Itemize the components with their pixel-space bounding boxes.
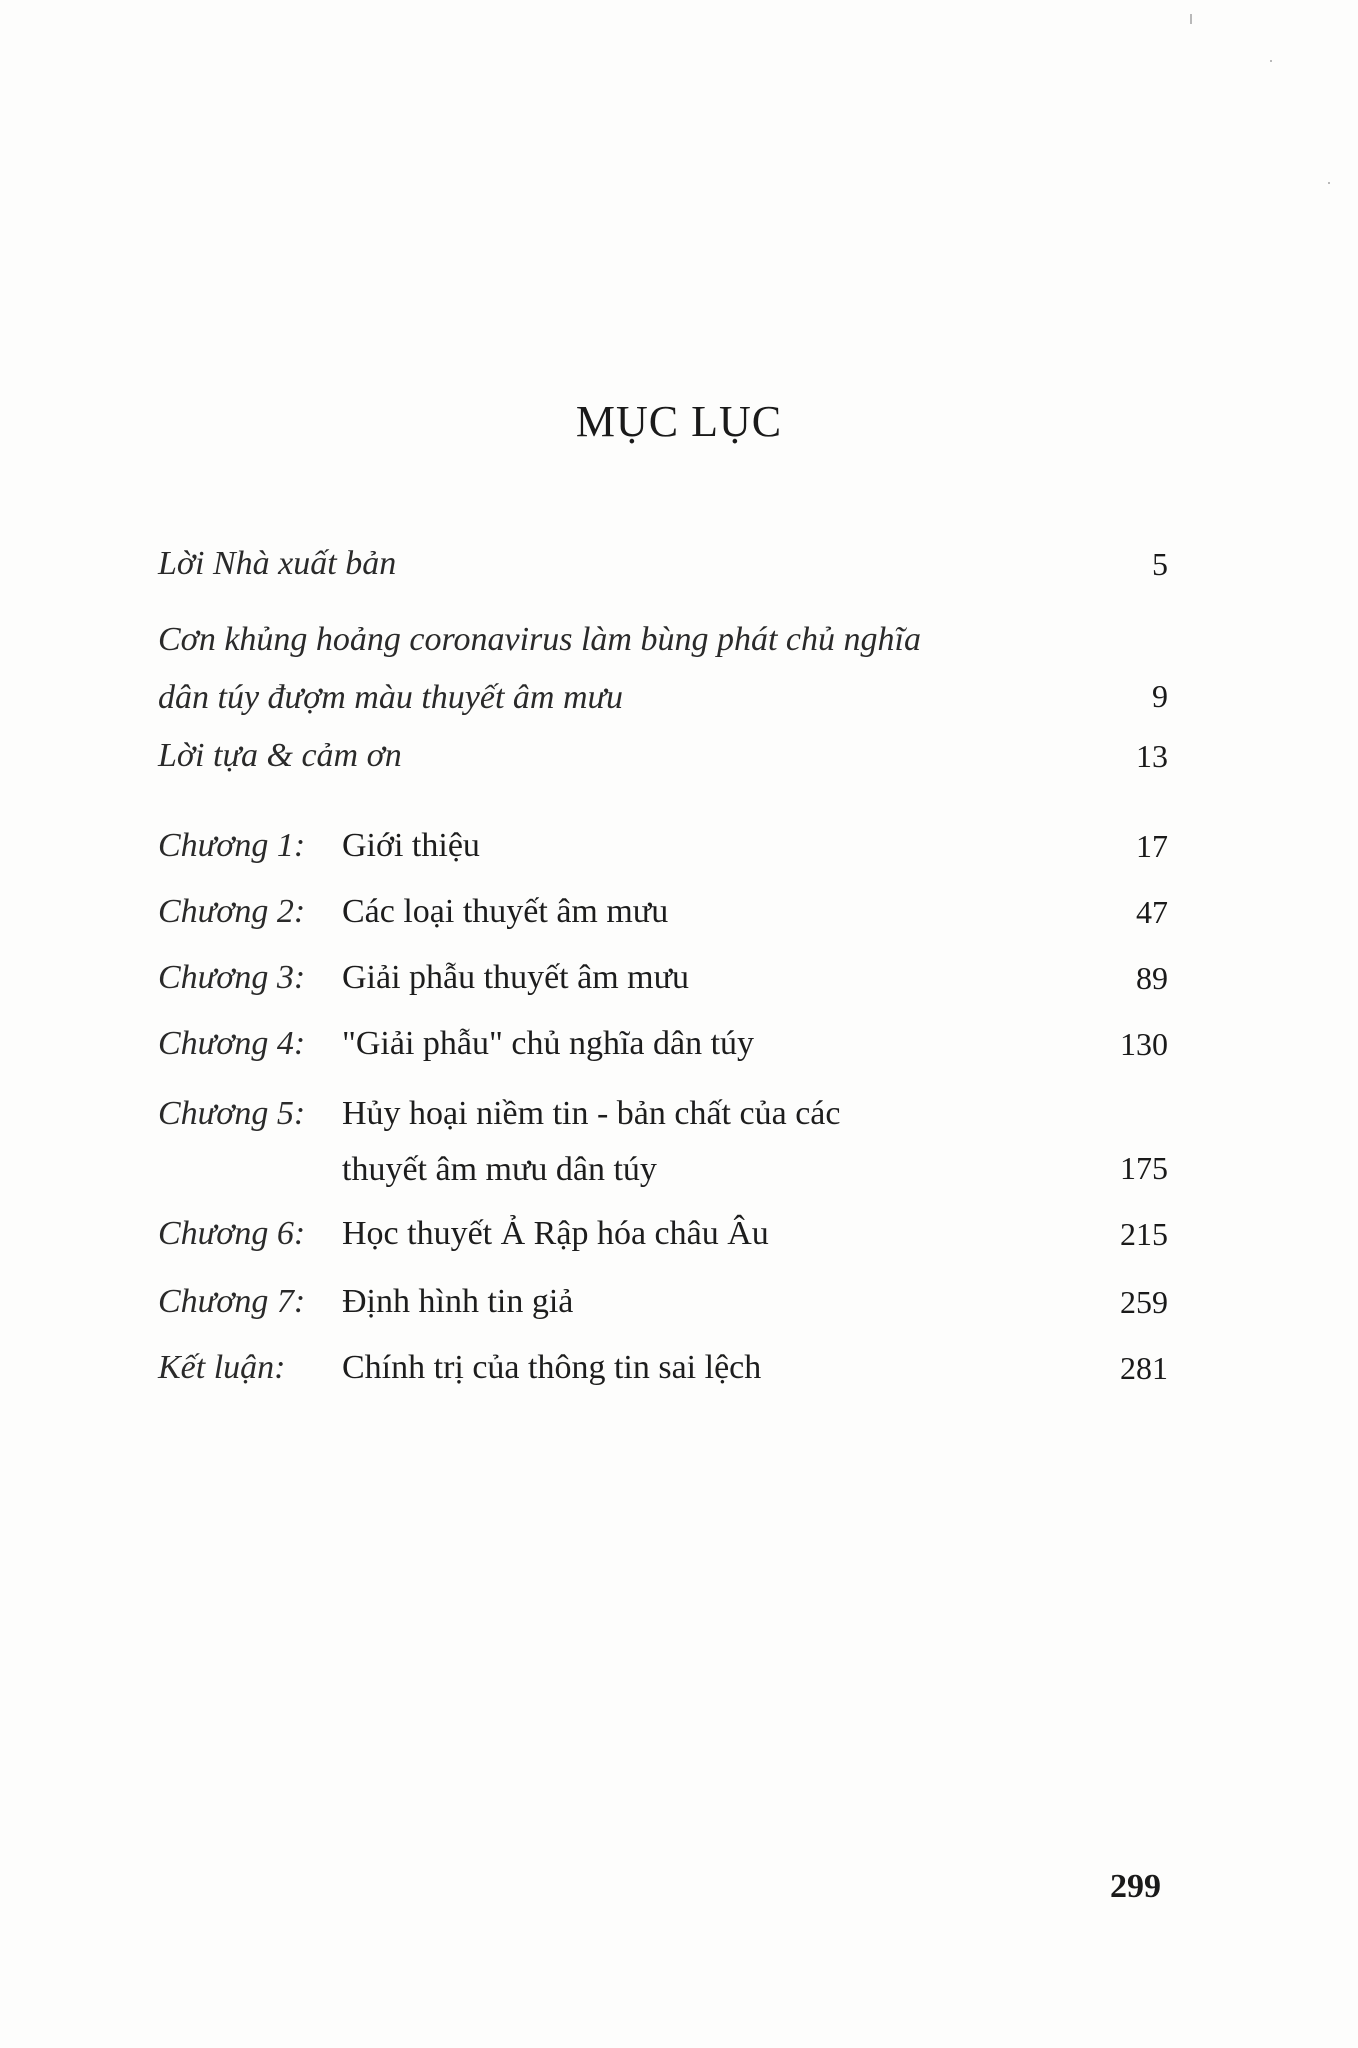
toc-entry-page: 215	[1120, 1216, 1168, 1252]
toc-entry-label: Chương 4:	[158, 1025, 306, 1062]
toc-entry-title: Định hình tin giả	[342, 1283, 574, 1320]
toc-entry-page: 5	[1152, 546, 1168, 582]
toc-entry-label: Chương 1:	[158, 827, 306, 864]
page-title: MỤC LỤC	[575, 397, 783, 446]
toc-entry-label: Kết luận:	[158, 1349, 286, 1386]
toc-entry-title: Cơn khủng hoảng coronavirus làm bùng phát chủ nghĩa	[158, 621, 921, 658]
toc-entry-title: Học thuyết Ả Rập hóa châu Âu	[342, 1215, 769, 1252]
toc-entry-title: Giải phẫu thuyết âm mưu	[342, 959, 690, 996]
toc-entry-title: Chính trị của thông tin sai lệch	[342, 1349, 762, 1386]
toc-entry-label: Chương 6:	[158, 1215, 306, 1252]
toc-entry-label: Chương 3:	[158, 959, 306, 996]
toc-entry-title-continued: dân túy đượm màu thuyết âm mưu	[158, 679, 624, 716]
page-number: 299	[1110, 1868, 1161, 1905]
scan-speck	[1328, 182, 1330, 184]
toc-entry-title: "Giải phẫu" chủ nghĩa dân túy	[342, 1025, 755, 1062]
toc-entry-page: 13	[1136, 738, 1168, 774]
toc-entry-title: Hủy hoại niềm tin - bản chất của các	[342, 1095, 841, 1132]
toc-entry-page: 259	[1120, 1284, 1168, 1320]
toc-entry-label: Chương 7:	[158, 1283, 306, 1320]
toc-entry-page: 9	[1152, 678, 1168, 714]
toc-entry-title-continued: thuyết âm mưu dân túy	[342, 1151, 657, 1188]
toc-entry-page: 175	[1120, 1150, 1168, 1186]
toc-entry-label: Chương 5:	[158, 1095, 306, 1132]
scan-speck	[1270, 60, 1272, 62]
toc-entry-page: 130	[1120, 1026, 1168, 1062]
toc-entry-title: Lời Nhà xuất bản	[158, 545, 397, 582]
toc-entry-page: 17	[1136, 828, 1168, 864]
toc-entry-page: 47	[1136, 894, 1168, 930]
toc-entry-title: Giới thiệu	[342, 827, 480, 864]
toc-entry-title: Các loại thuyết âm mưu	[342, 893, 669, 930]
toc-entry-label: Chương 2:	[158, 893, 306, 930]
toc-entry-title: Lời tựa & cảm ơn	[158, 737, 402, 774]
scan-speck	[1190, 14, 1192, 24]
toc-entry-page: 89	[1136, 960, 1168, 996]
toc-entry-page: 281	[1120, 1350, 1168, 1386]
